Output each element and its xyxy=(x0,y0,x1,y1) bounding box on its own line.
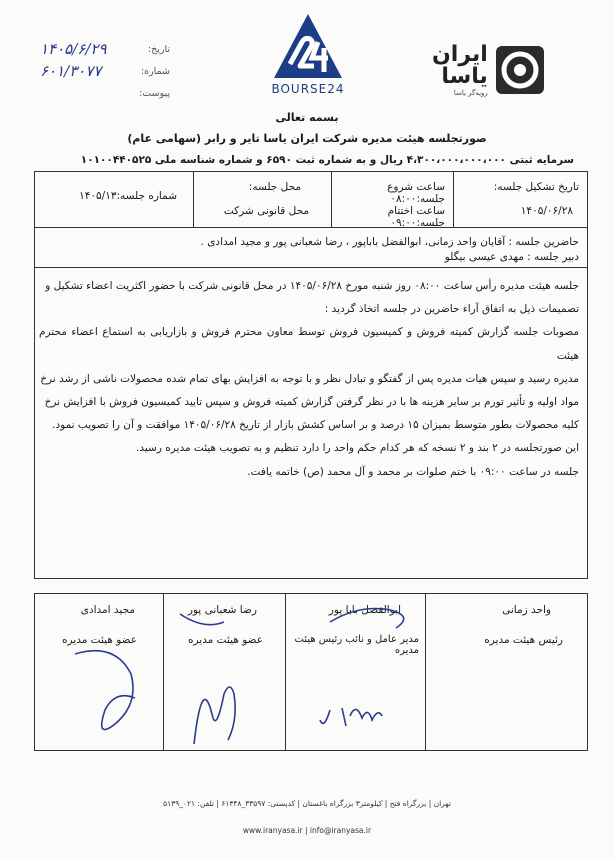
signer-role: رئیس هیئت مدیره xyxy=(484,634,563,646)
signature-scribble-icon xyxy=(164,594,284,744)
capital-line: سرمایه ثبتی ۴،۳۰۰،۰۰۰،۰۰۰،۰۰۰ ریال و به شماره ثبت ۶۵۹۰ و شماره شناسه ملی ۱۰۱۰۰۴۴۰۵۲۵ xyxy=(80,154,574,166)
signature-table xyxy=(34,593,588,751)
bourse24-logo-icon xyxy=(272,12,344,80)
signer-role: عضو هیئت مدیره xyxy=(187,634,263,646)
body-paragraph: جلسه در ساعت ۰۹:۰۰ با ختم صلوات بر محمد و آل محمد (ص) خاتمه یافت. xyxy=(247,465,579,478)
meeting-number-cell xyxy=(35,172,193,227)
signature-cell xyxy=(425,594,587,750)
signature-scribble-icon xyxy=(290,598,420,738)
letter-meta xyxy=(40,38,170,104)
meeting-time-cell xyxy=(331,172,453,227)
iran-yasa-logo xyxy=(432,40,582,100)
signer-name: رضا شعبانی پور xyxy=(187,604,257,616)
bourse24-text: BOURSE24 xyxy=(271,82,345,96)
brand-word-iran: ایران xyxy=(432,41,488,67)
footer-web: www.iranyasa.ir | info@iranyasa.ir xyxy=(242,826,372,835)
signature-cell xyxy=(35,594,163,750)
date-value: ۱۴۰۵/۶/۲۹ xyxy=(40,40,107,58)
tire-logo-icon xyxy=(494,44,546,96)
signer-role: مدیر عامل و نائب رئیس هیئت مدیره xyxy=(294,634,419,656)
number-label: شماره: xyxy=(140,65,170,77)
signature-cell xyxy=(163,594,285,750)
body-paragraph: مصوبات جلسه گزارش کمیته فروش و کمیسیون فروش توسط معاون محترم فروش و بازاریابی به استماع اعضاء محترم هیئت xyxy=(39,326,579,362)
meeting-number-value: ۱۴۰۵/۱۳ xyxy=(79,190,117,202)
footer-address: تهران | بزرگراه فتح | کیلومتر۳ بزرگراه باغستان | کدپستی: ۳۳۵۹۷_۶۱۳۴۸ | تلفن: ۰۲۱_۵۱۳۹ xyxy=(163,799,451,808)
divider xyxy=(35,267,587,268)
minutes-body xyxy=(39,275,579,484)
document-heading: صورتجلسه هیئت مدیره شرکت ایران یاسا تایر و رابر (سهامی عام) xyxy=(127,132,487,145)
meeting-number-label: شماره جلسه: xyxy=(116,190,177,202)
meeting-info-row xyxy=(35,172,587,228)
brand-tagline: رویه‌گر یاسا xyxy=(453,88,488,97)
start-time-label: ساعت شروع جلسه: xyxy=(387,181,445,205)
end-time-value: ۰۹:۰۰ xyxy=(390,217,417,229)
meeting-place-cell xyxy=(193,172,331,227)
place-label: محل جلسه: xyxy=(248,181,301,193)
secretary-line: دبیر جلسه : مهدی عیسی بیگلو xyxy=(444,251,579,263)
body-paragraph: این صورتجلسه در ۲ بند و ۲ نسخه که هر کدام حکم واحد را دارد تنظیم و به تصویب هیئت مدیره رسید. xyxy=(136,442,579,455)
signature-cell xyxy=(285,594,425,750)
bourse24-watermark xyxy=(258,12,358,104)
start-time-value: ۰۸:۰۰ xyxy=(390,193,417,205)
place-value: محل قانونی شرکت xyxy=(223,205,309,217)
body-paragraph: کلیه محصولات بطور متوسط بمیزان ۱۵ درصد و بر اساس کشش بازار از تاریخ ۱۴۰۵/۰۶/۲۸ موافقت و آن را تصویب نمود. xyxy=(52,419,579,432)
body-paragraph: تصمیمات ذیل به اتفاق آراء حاضرین در جلسه اتخاذ گردید : xyxy=(324,303,579,316)
body-paragraph: مواد اولیه و تأثیر تورم بر سایر هزینه ها با در نظر گرفتن گزارش کمیته فروش و سپس تایید کمیسیون فروش با افزایش نرخ xyxy=(44,396,579,409)
signer-role: عضو هیئت مدیره xyxy=(61,634,137,646)
signer-name: واحد زمانی xyxy=(502,604,551,616)
date-label: تاریخ: xyxy=(147,43,170,55)
body-paragraph: مدیره رسید و سپس هیات مدیره پس از گفتگو و تبادل نظر و با توجه به افزایش بهای تمام شده محصولات ناشی از رشد نرخ xyxy=(40,372,579,385)
minutes-frame xyxy=(34,171,588,579)
signature-scribble-icon xyxy=(35,594,163,744)
signer-name: ابوالفضل بابا پور xyxy=(328,604,401,616)
number-value: ۶۰۱/۳۰۷۷ xyxy=(40,62,102,80)
body-paragraph: جلسه هیئت مدیره رأس ساعت ۰۸:۰۰ روز شنبه مورخ ۱۴۰۵/۰۶/۲۸ در محل قانونی شرکت با حضور اکثریت اعضاء تشکیل و xyxy=(45,280,579,292)
brand-word-yasa: یاسا xyxy=(441,63,488,89)
attachment-label: پیوست: xyxy=(139,87,170,99)
meeting-date-cell xyxy=(453,172,587,227)
meeting-date-label: تاریخ تشکیل جلسه: xyxy=(493,181,579,193)
bismillah: بسمه تعالی xyxy=(275,111,339,124)
signer-name: مجید امدادی xyxy=(80,604,135,616)
attendees-line: حاضرین جلسه : آقایان واحد زمانی، ابوالفضل باباپور ، رضا شعبانی پور و مجید امدادی . xyxy=(200,236,579,248)
end-time-label: ساعت اختتام جلسه: xyxy=(387,205,445,229)
meeting-date-value: ۱۴۰۵/۰۶/۲۸ xyxy=(520,205,573,217)
